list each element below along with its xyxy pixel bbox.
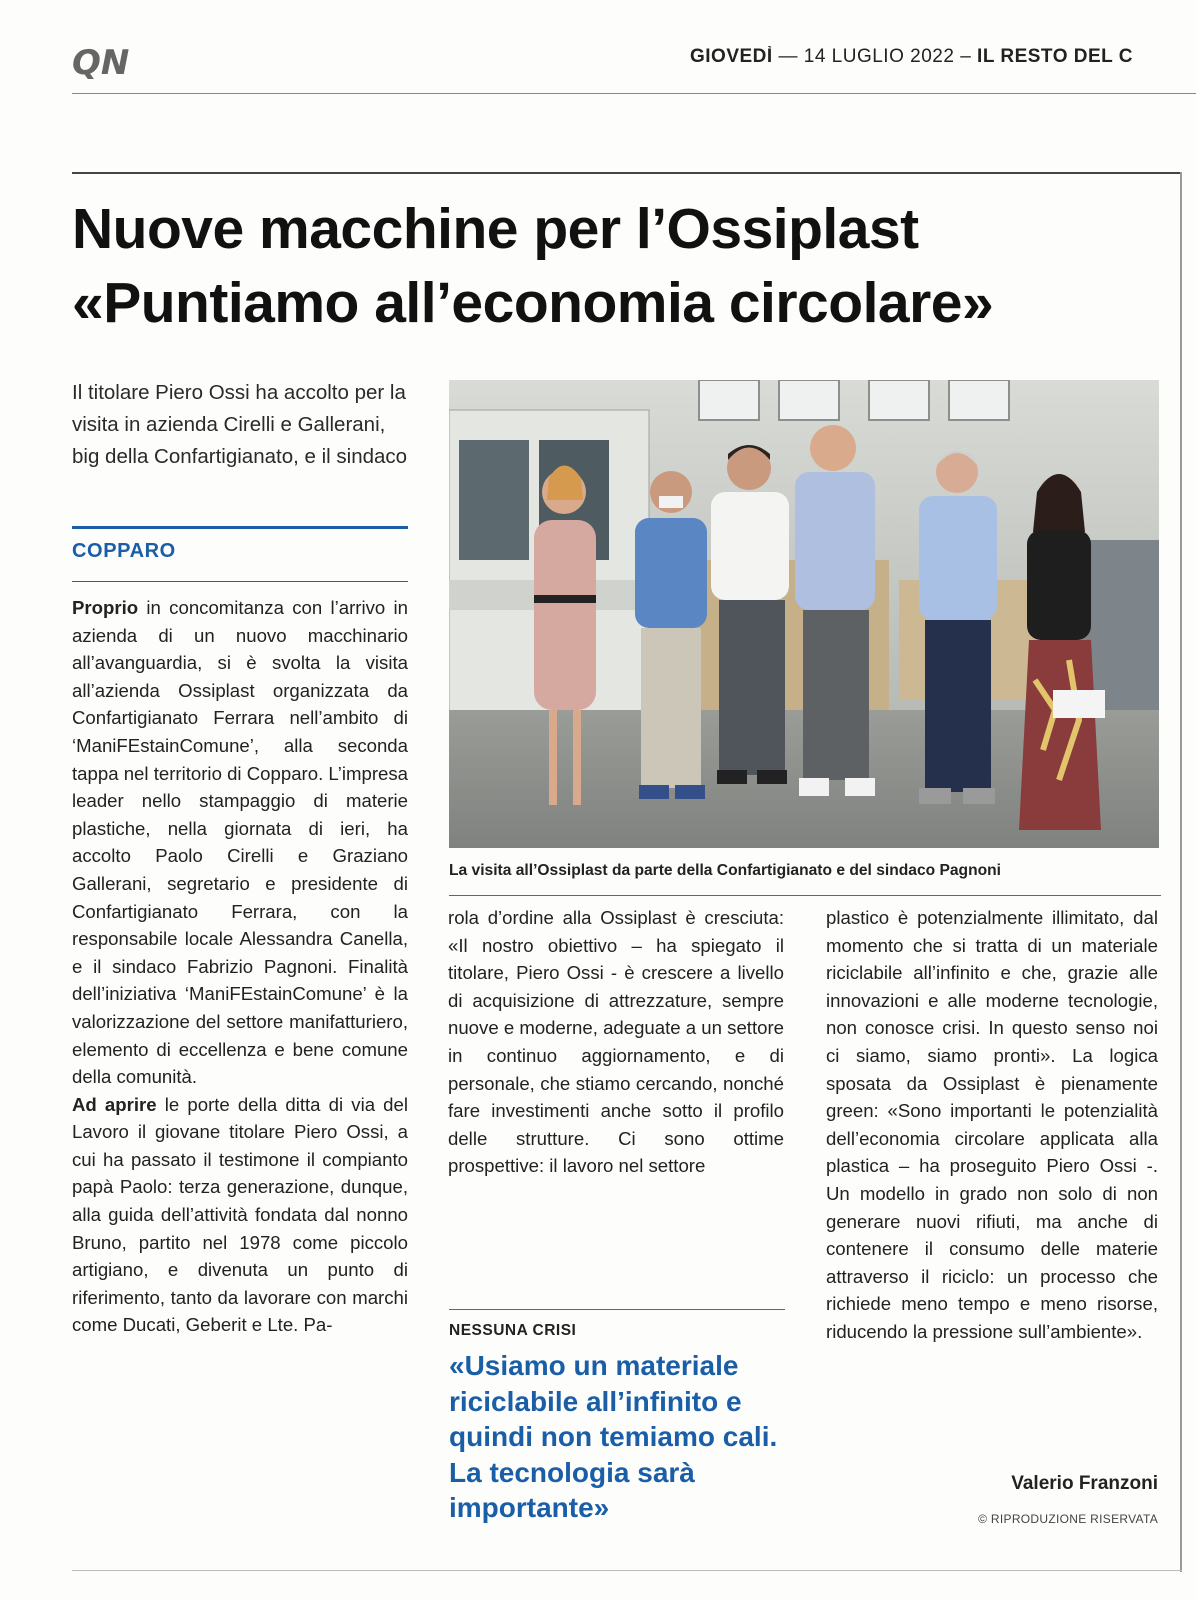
- dateline-dash: –: [960, 46, 972, 67]
- dateline-paper: IL RESTO DEL C: [977, 46, 1133, 67]
- paragraph: [72, 594, 408, 1091]
- paragraph-lead: Proprio: [72, 597, 139, 618]
- dateline-day: GIOVEDÌ: [690, 46, 773, 67]
- section-rule: [72, 172, 1182, 174]
- headline-line-1: Nuove macchine per l’Ossiplast: [72, 197, 919, 261]
- byline: Valerio Franzoni: [1011, 1473, 1158, 1494]
- pull-quote-kicker: NESSUNA CRISI: [449, 1322, 577, 1339]
- group-photo-illustration: [449, 380, 1159, 848]
- article-column-1: [72, 594, 408, 1339]
- qn-logo: [72, 44, 148, 80]
- caption-rule: [449, 895, 1161, 896]
- masthead-rule: [72, 93, 1196, 94]
- photo-caption: La visita all’Ossiplast da parte della Confartigianato e del sindaco Pagnoni: [449, 862, 1001, 879]
- column-divider: [1180, 172, 1182, 1572]
- bottom-rule: [72, 1570, 1182, 1571]
- pull-quote: «Usiamo un materiale riciclabile all’infinito e quindi non temiamo cali. La tecnologia sarà importante»: [449, 1350, 778, 1523]
- summary: Il titolare Piero Ossi ha accolto per la visita in azienda Cirelli e Gallerani, big della Confartigianato, e il sindaco: [72, 381, 408, 468]
- article-photo: [449, 380, 1159, 848]
- paragraph: [72, 1091, 408, 1339]
- logo-text: QN: [72, 44, 130, 80]
- kicker-rule-bottom: [72, 581, 408, 582]
- dateline: [690, 46, 1196, 76]
- article-column-3: [826, 904, 1158, 1346]
- headline-line-2: «Puntiamo all’economia circolare»: [72, 271, 994, 335]
- dateline-date: 14 LUGLIO 2022: [803, 46, 955, 67]
- paragraph-text: in concomitanza con l’arrivo in azienda di un nuovo macchinario all’avanguardia, si è svolta la visita all’azienda Ossiplast organizzata da Confartigianato Ferrara nell’ambito di ‘ManiFEstainComune’, alla seconda tappa nel territorio di Copparo. L’impresa leader nello stampaggio di materie plastiche, nella giornata di ieri, ha accolto Paolo Cirelli e Graziano Gallerani, segretario e presidente di Confartigianato Ferrara, con la responsabile locale Alessandra Canella, e il sindaco Fabrizio Pagnoni. Finalità dell’iniziativa ‘ManiFEstainComune’ è la valorizzazione del settore manifatturiero, elemento di eccellenza e bene comune della comunità.: [72, 597, 408, 1088]
- paragraph-text: rola d’ordine alla Ossiplast è cresciuta: «Il nostro obiettivo – ha spiegato il titolare, Piero Ossi - è crescere a livello di acquisizione di attrezzature, sempre nuove e moderne, adeguate a un settore in continuo aggiornamento, e di personale, che stiamo cercando, nonché fare investimenti anche sotto il profilo delle strutture. Ci sono ottime prospettive: il lavoro nel settore: [448, 907, 784, 1177]
- headline: [72, 192, 1172, 340]
- paragraph-lead: Ad aprire: [72, 1093, 157, 1115]
- pull-quote-rule: [449, 1309, 785, 1310]
- paragraph-text: le porte della ditta di via del Lavoro il giovane titolare Piero Ossi, a cui ha passato il testimone il compianto papà Paolo: terza generazione, dunque, alla guida dell’attività fondata dal nonno Bruno, partito nel 1978 come piccolo artigiano, e divenuta un punto di riferimento, tanto da lavorare con marchi come Ducati, Geberit e Lte. Pa-: [72, 1093, 408, 1336]
- copyright-note: © RIPRODUZIONE RISERVATA: [978, 1512, 1158, 1526]
- dateline-dash: —: [778, 46, 798, 67]
- article-column-2: [448, 904, 784, 1180]
- location-kicker: COPPARO: [72, 540, 176, 562]
- paragraph-text: plastico è potenzialmente illimitato, dal momento che si tratta di un materiale riciclabile all’infinito e che, grazie alle innovazioni e alle moderne tecnologie, non conosce crisi. In questo senso noi ci siamo, siamo pronti». La logica sposata da Ossiplast è pienamente green: «Sono importanti le potenzialità dell’economia circolare applicata alla plastica – ha proseguito Piero Ossi -. Un modello in grado non solo di non generare nuovi rifiuti, ma anche di contenere il consumo delle materie attraverso il riciclo: un processo che richiede meno tempo e meno risorse, riducendo la pressione sull’ambiente».: [826, 907, 1158, 1342]
- kicker-rule: [72, 526, 408, 529]
